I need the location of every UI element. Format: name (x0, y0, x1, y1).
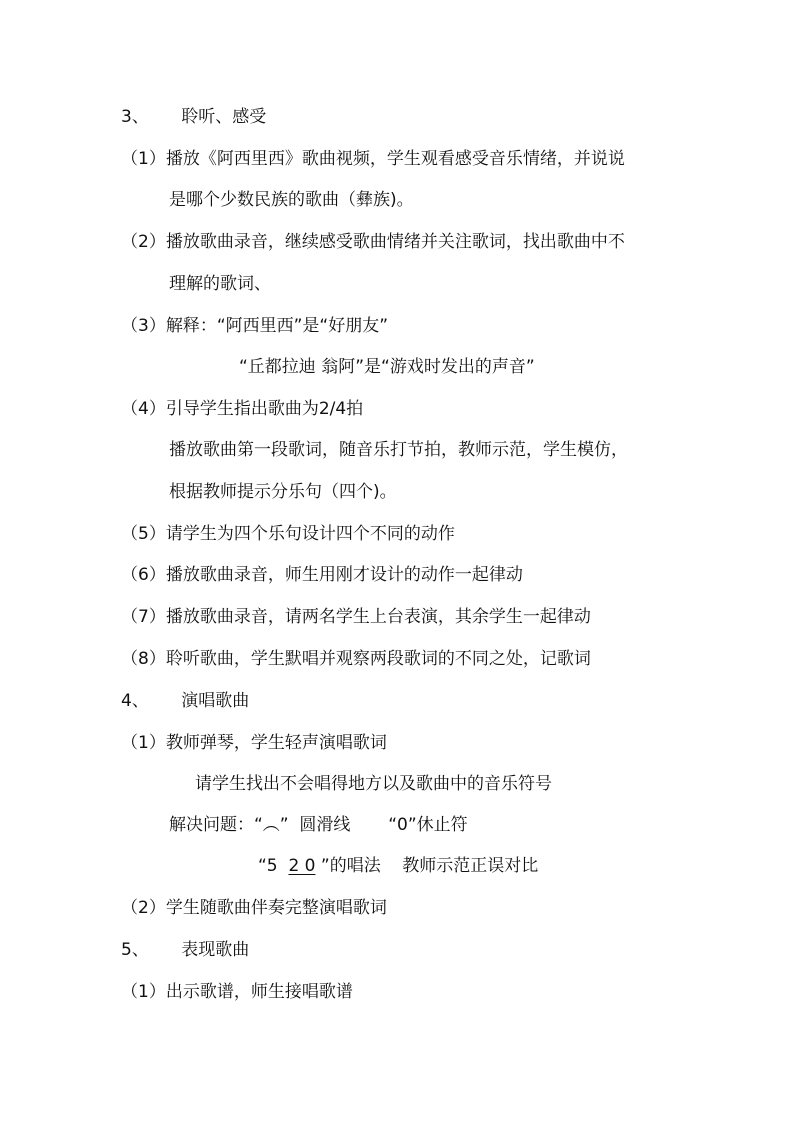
singing-method-underlined: 2 0 (288, 856, 316, 876)
sec4-item-2: （2）学生随歌曲伴奏完整演唱歌词 (121, 898, 387, 918)
sec5-item-1: （1）出示歌谱，师生接唱歌谱 (121, 982, 353, 1002)
item-3-line-1: （3）解释：“阿西里西”是“好朋友” (121, 316, 389, 336)
singing-method-pre: “5 (258, 856, 289, 876)
sec4-singing-method (258, 855, 538, 877)
sec4-item-1: （1）教师弹琴，学生轻声演唱歌词 (121, 733, 387, 753)
item-4-line-3: 根据教师提示分乐句（四个)。 (169, 482, 397, 502)
sec4-problem-solving: 解决问题：“︵” 圆滑线 “0”休止符 (169, 815, 468, 835)
item-2-line-2: 理解的歌词、 (169, 274, 271, 294)
item-8: （8）聆听歌曲，学生默唱并观察两段歌词的不同之处，记歌词 (121, 649, 591, 669)
item-4-line-1: （4）引导学生指出歌曲为2/4拍 (121, 399, 364, 419)
section-4-heading: 4、 演唱歌曲 (121, 691, 250, 711)
item-1-line-2: 是哪个少数民族的歌曲（彝族)。 (169, 190, 414, 210)
item-7: （7）播放歌曲录音，请两名学生上台表演，其余学生一起律动 (121, 607, 591, 627)
item-2-line-1: （2）播放歌曲录音，继续感受歌曲情绪并关注歌词，找出歌曲中不 (121, 232, 625, 252)
section-3-heading: 3、 聆听、感受 (121, 107, 267, 127)
item-5: （5）请学生为四个乐句设计四个不同的动作 (121, 524, 455, 544)
item-4-line-2: 播放歌曲第一段歌词，随音乐打节拍，教师示范，学生模仿， (169, 440, 628, 460)
item-3-line-2: “丘都拉迪 翁阿”是“游戏时发出的声音” (239, 357, 535, 377)
item-1-line-1: （1）播放《阿西里西》歌曲视频，学生观看感受音乐情绪，并说说 (121, 149, 625, 169)
singing-method-post: ”的唱法 教师示范正误对比 (315, 856, 539, 876)
sec4-item-1-note: 请学生找出不会唱得地方以及歌曲中的音乐符号 (195, 774, 552, 794)
item-6: （6）播放歌曲录音，师生用刚才设计的动作一起律动 (121, 565, 523, 585)
section-5-heading: 5、 表现歌曲 (121, 940, 250, 960)
